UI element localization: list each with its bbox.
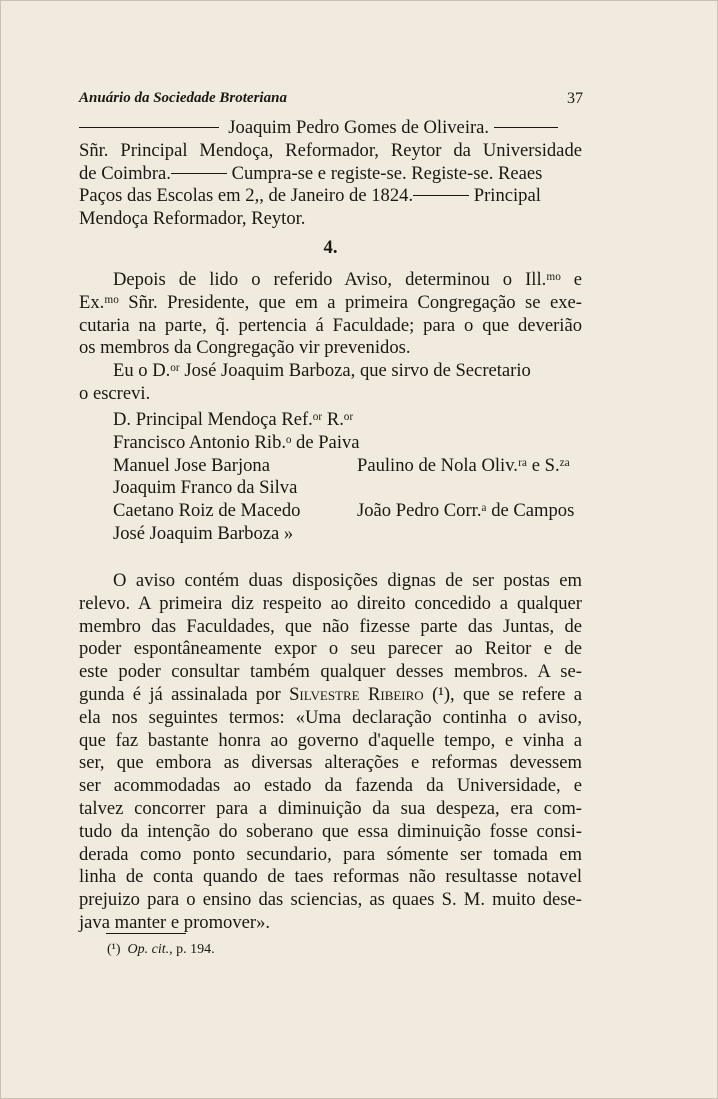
paragraph-line: Depois de lido o referido Aviso, determinou o Ill.ᵐᵒ e [113,269,582,290]
signature-name: D. Principal Mendoça Ref.ᵒʳ R.ᵒʳ [113,409,354,430]
page-number: 37 [567,90,583,107]
dash-rule [171,173,227,174]
secretary-line: o escrevi. [79,382,151,404]
paragraph-line: ser acommodadas ao estado da fazenda da Universidade, e [79,775,582,797]
footnote-divider [106,933,186,934]
paragraph-2 [79,570,582,935]
signature-row [79,523,582,546]
opening-block [79,117,582,231]
signature-name: José Joaquim Barboza » [113,522,294,544]
paragraph-line: linha de conta quando de taes reformas não resultasse notavel [79,866,582,888]
signature-row [79,432,582,455]
paragraph-line: que faz bastante honra ao governo d'aquelle tempo, e vinha a [79,729,582,751]
paragraph-line: O aviso contém duas disposições dignas de ser postas em [113,570,582,591]
signature-name: Caetano Roiz de Macedo [113,500,301,522]
paragraph-line: derada como ponto secundario, para sómente ser tomada em [79,843,582,865]
signature-name: Manuel Jose Barjona [113,454,270,476]
section-number: 4. [323,237,338,258]
paragraph-line: ela nos seguintes termos: «Uma declaração continha o aviso, [79,706,582,728]
paragraph-line: poder espontâneamente expor o seu parecer ao Reitor e de [79,638,582,660]
paragraph-line: Ex.ᵐᵒ Sñr. Presidente, que em a primeira Congregação se exe- [79,291,582,313]
opening-line-5: Mendoça Reformador, Reytor. [79,208,306,230]
secretary-line: Eu o D.ᵒʳ José Joaquim Barboza, que sirvo de Secretario [113,360,531,382]
paragraph-line: gunda é já assinalada por Silvestre Ribeiro (¹), que se refere a [79,683,582,705]
author-reference: Silvestre Ribeiro [289,683,424,705]
paragraph-line: java manter e promover». [79,911,271,933]
paragraph-line: membro das Faculdades, que não fizesse parte das Juntas, de [79,615,582,637]
opening-line-2: Sñr. Principal Mendoça, Reformador, Reytor da Universidade [79,139,582,161]
signature-name: João Pedro Corr.ᵃ de Campos [357,500,575,522]
paragraph-line: os membros da Congregação vir prevenidos. [79,337,411,359]
footnote-source: Op. cit. [127,942,170,957]
paragraph-line: cutaria na parte, q̃. pertencia á Faculdade; para o que deverião [79,314,582,336]
opening-line-4: Paços das Escolas em 2,, de Janeiro de 1824. Principal [79,185,541,207]
paragraph-line: este poder consultar também qualquer desses membros. A se- [79,661,582,683]
running-header [79,90,583,107]
paragraph-line: tudo da intenção do soberano que essa diminuição fosse consi- [79,820,582,842]
signature-row [79,409,582,432]
dash-rule [413,195,469,196]
opening-line-3: de Coimbra. Cumpra-se e registe-se. Registe-se. Reaes [79,162,543,184]
signature-name: Francisco Antonio Rib.ᵒ de Paiva [113,431,360,453]
opening-line-1: Joaquim Pedro Gomes de Oliveira. [79,117,582,140]
signatures-block [79,409,582,546]
signature-name: Joaquim Franco da Silva [113,477,298,499]
paragraph-line: relevo. A primeira diz respeito ao direito concedido a qualquer [79,592,582,614]
paragraph-line: talvez concorrer para a diminuição da sua despeza, era com- [79,797,582,819]
paragraph-line: prejuizo para o ensino das sciencias, as quaes S. M. muito dese- [79,889,582,911]
signature-name: Paulino de Nola Oliv.ʳᵃ e S.ᶻᵃ [357,454,570,476]
signature-row [79,477,582,500]
footnote-marker: (¹) [107,942,121,957]
running-title: Anuário da Sociedade Broteriana [79,90,287,106]
footnote-page: , p. 194. [169,942,215,957]
dash-rule [494,127,558,128]
signature-row [79,455,582,478]
dash-rule [79,127,219,128]
signature-row [79,500,582,523]
footnote [107,942,215,958]
paragraph-1 [79,269,582,406]
paragraph-line: ser, que embora as diversas alterações e reformas devessem [79,752,582,774]
